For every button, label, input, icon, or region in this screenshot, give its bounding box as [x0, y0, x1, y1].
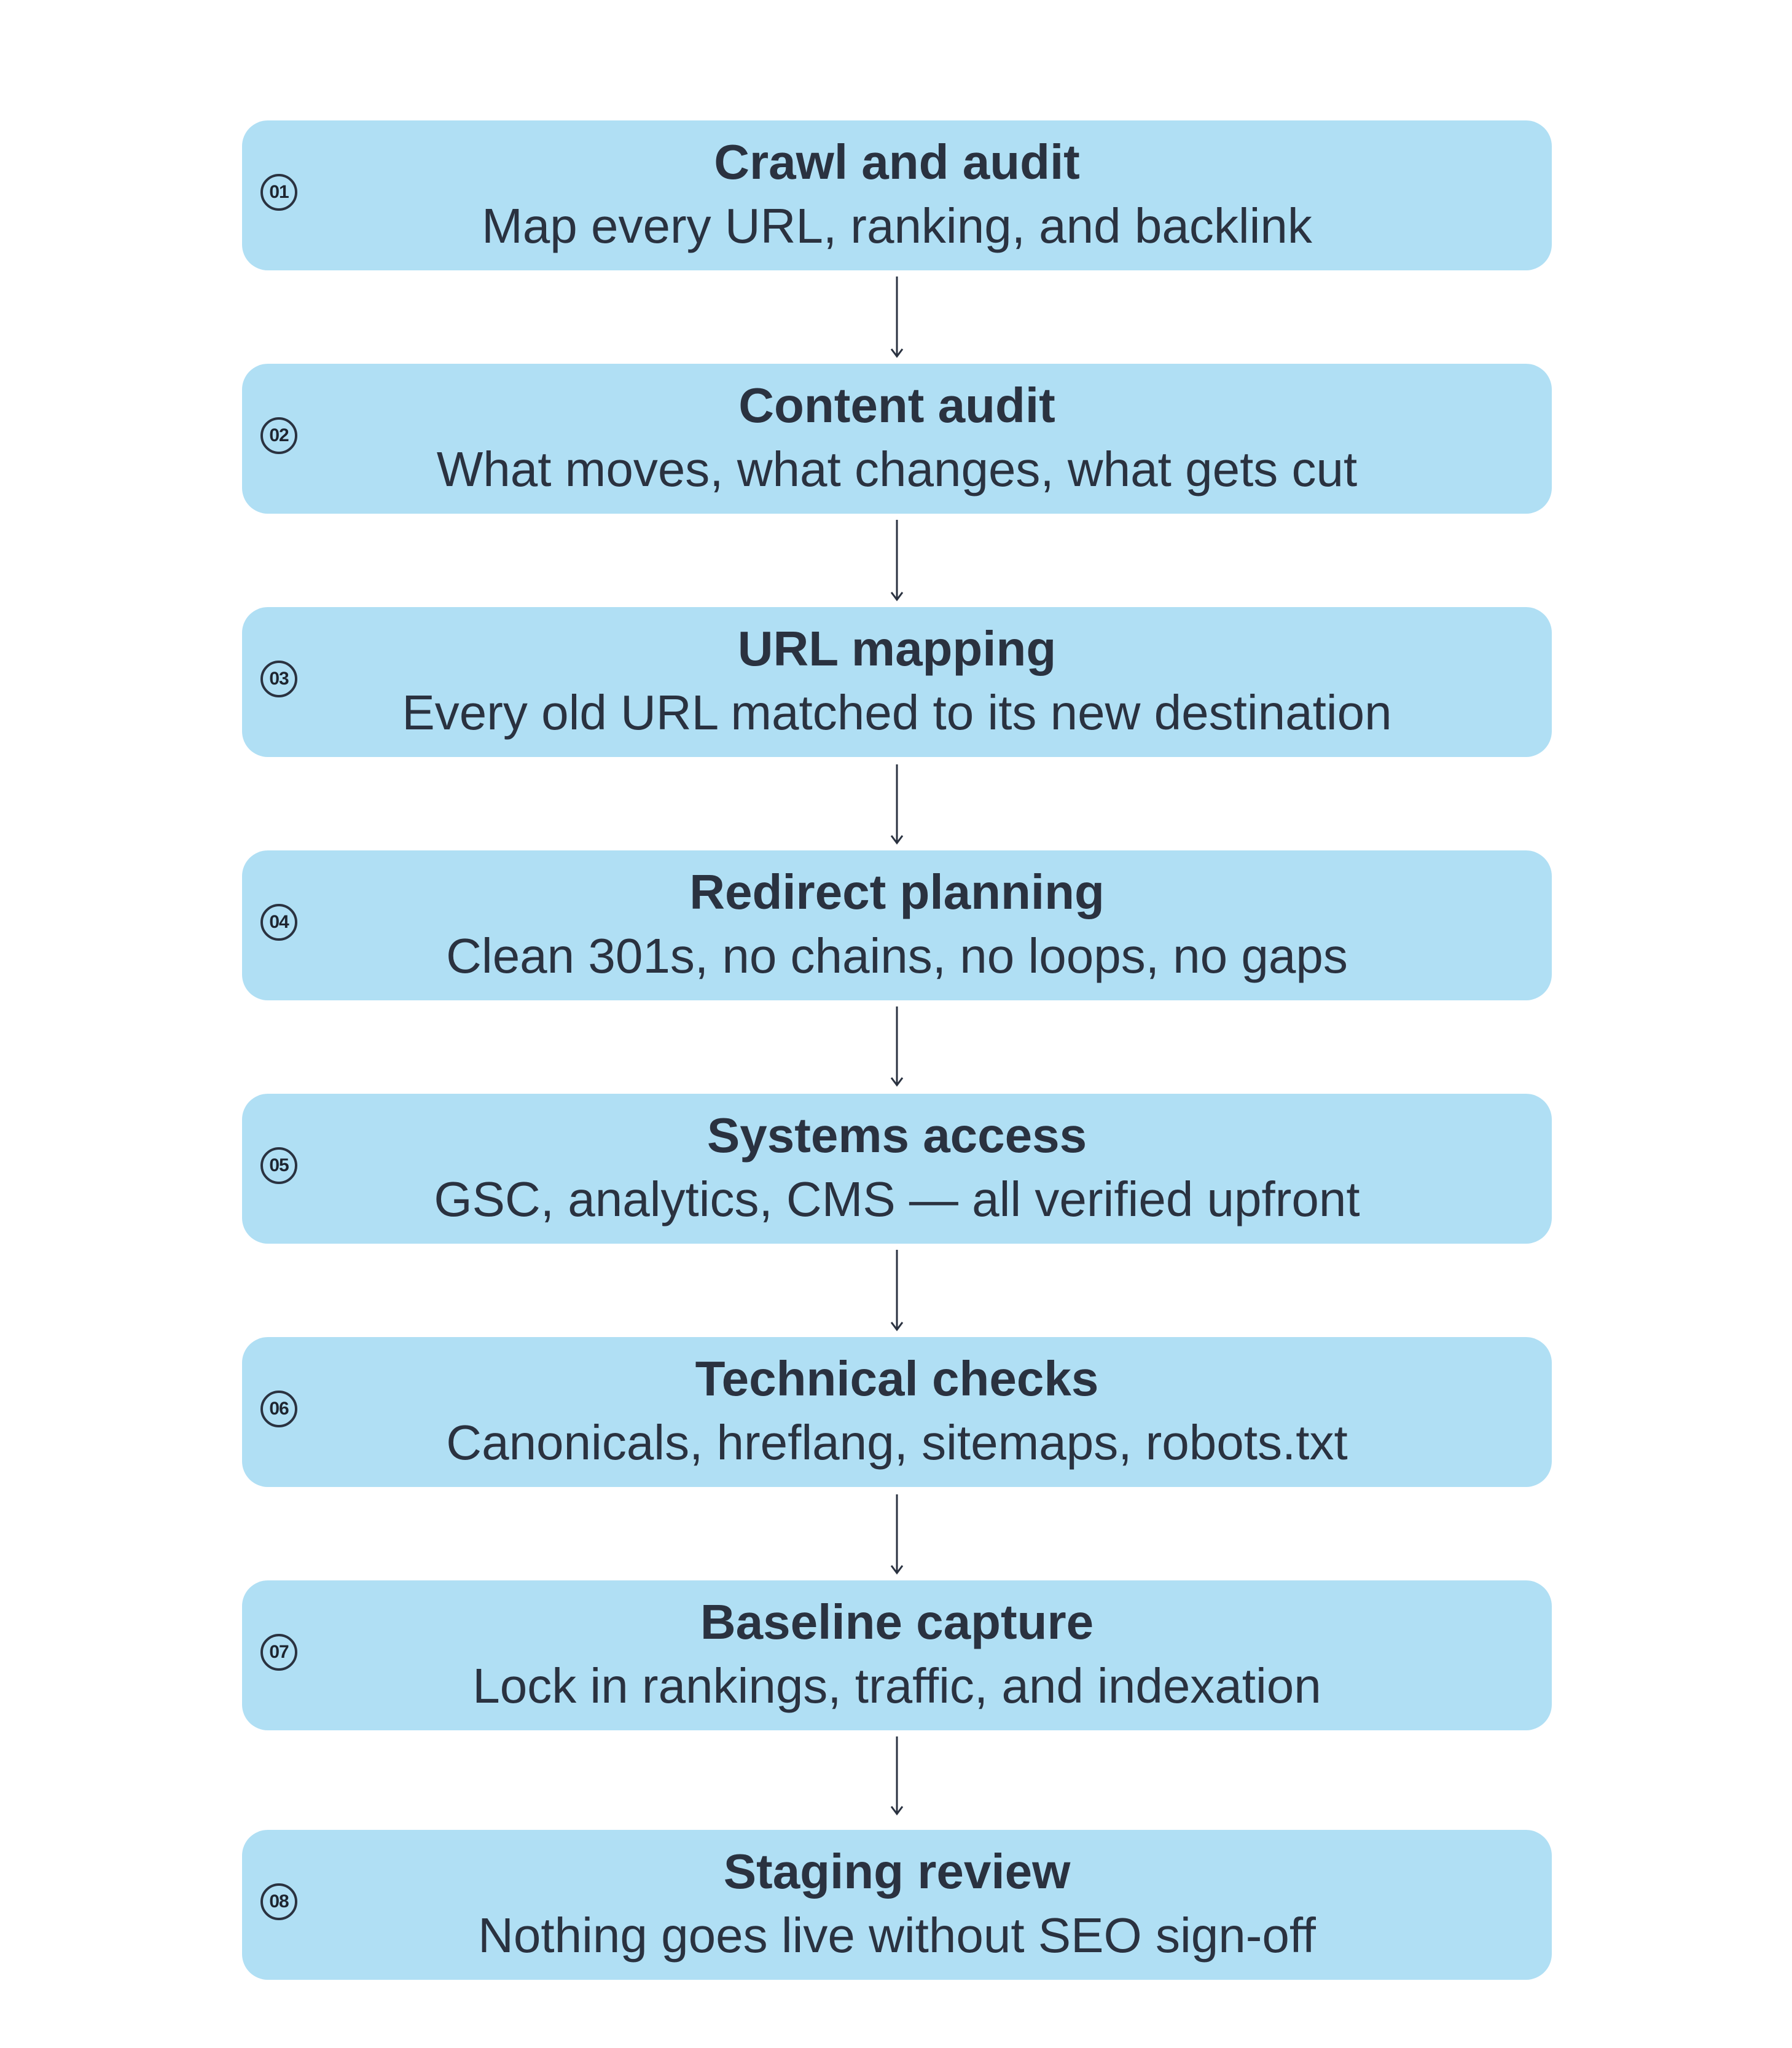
step-number-badge: 02	[260, 417, 297, 454]
step-description: Map every URL, ranking, and backlink	[482, 198, 1312, 253]
step-number-badge: 03	[260, 661, 297, 697]
step-title: Technical checks	[695, 1351, 1099, 1406]
step-number-badge: 01	[260, 174, 297, 211]
step-staging-review	[242, 1830, 1552, 1980]
step-description: GSC, analytics, CMS — all verified upfront	[434, 1172, 1360, 1226]
step-crawl-and-audit	[242, 120, 1552, 270]
step-title: Staging review	[723, 1844, 1071, 1899]
step-redirect-planning	[242, 850, 1552, 1000]
down-arrow-icon	[885, 1006, 909, 1088]
down-arrow-icon	[885, 277, 909, 359]
step-number-badge: 04	[260, 904, 297, 941]
step-title: URL mapping	[737, 621, 1057, 676]
step-number-badge: 05	[260, 1147, 297, 1184]
step-title: Systems access	[706, 1108, 1087, 1163]
down-arrow-icon	[885, 1736, 909, 1816]
step-title: Content audit	[738, 378, 1055, 433]
down-arrow-icon	[885, 1250, 909, 1332]
step-description: Canonicals, hreflang, sitemaps, robots.txt	[446, 1415, 1348, 1470]
down-arrow-icon	[885, 520, 909, 602]
step-systems-access	[242, 1094, 1552, 1244]
step-baseline-capture	[242, 1580, 1552, 1730]
step-technical-checks	[242, 1337, 1552, 1487]
step-content-audit	[242, 364, 1552, 514]
down-arrow-icon	[885, 1494, 909, 1575]
step-number-badge: 08	[260, 1883, 297, 1920]
step-description: Lock in rankings, traffic, and indexation	[472, 1658, 1321, 1713]
step-description: What moves, what changes, what gets cut	[436, 442, 1358, 496]
down-arrow-icon	[885, 764, 909, 845]
step-url-mapping	[242, 607, 1552, 757]
step-description: Clean 301s, no chains, no loops, no gaps	[446, 928, 1348, 983]
step-number-badge: 06	[260, 1391, 297, 1427]
step-title: Baseline capture	[700, 1595, 1094, 1649]
step-title: Redirect planning	[689, 865, 1105, 919]
step-number-badge: 07	[260, 1634, 297, 1671]
step-title: Crawl and audit	[714, 135, 1080, 189]
step-description: Every old URL matched to its new destination	[402, 685, 1392, 740]
step-description: Nothing goes live without SEO sign-off	[478, 1908, 1316, 1963]
